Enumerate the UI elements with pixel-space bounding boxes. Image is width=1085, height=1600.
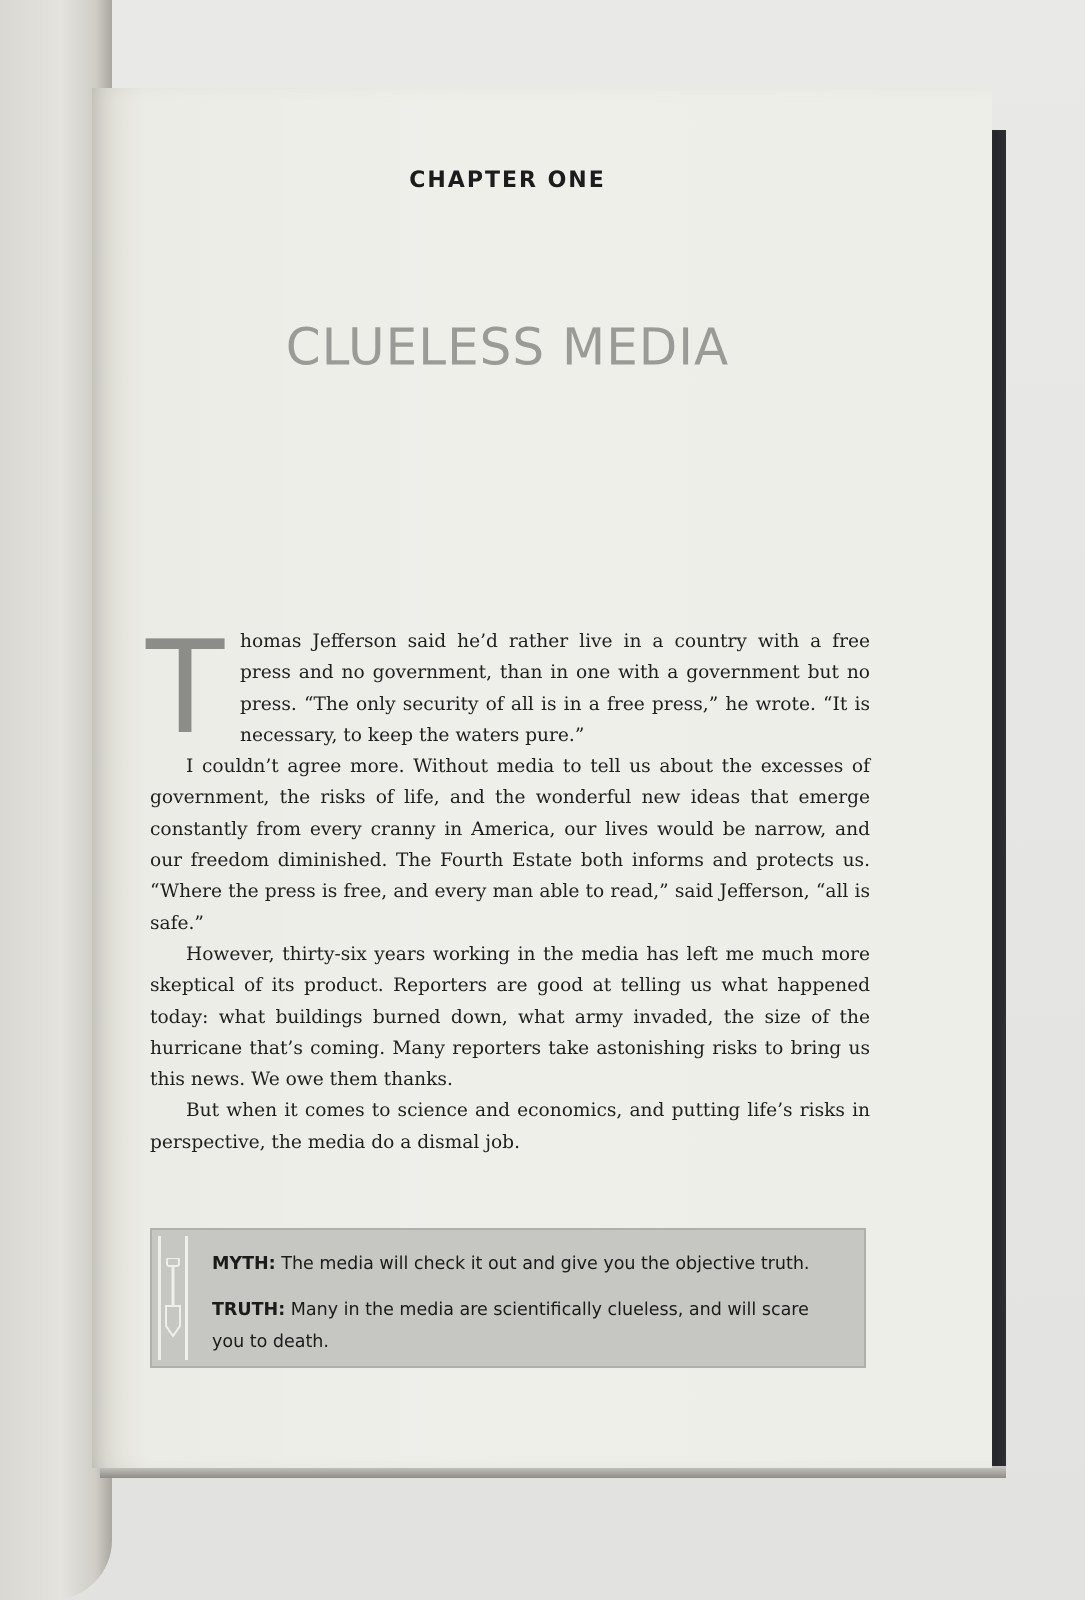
chapter-title: CLUELESS MEDIA	[285, 317, 730, 377]
truth-label: TRUTH:	[212, 1300, 286, 1320]
drop-cap: T	[146, 614, 225, 763]
paragraph-1: homas Jefferson said he’d rather live in a country with a free press and no government, than in one with a government but no press. “The only security of all is in a free press,” he wrote. “It is necessary, to keep the waters pure.”	[240, 631, 870, 746]
shovel-icon	[163, 1258, 183, 1338]
paragraph-4: But when it comes to science and economics, and putting life’s risks in perspective, the media do a dismal job.	[150, 1100, 870, 1153]
paragraph-2: I couldn’t agree more. Without media to tell us about the excesses of government, the risks of life, and the wonderful new ideas that emerge constantly from every cranny in America, our lives would be narrow, and our freedom diminished. The Fourth Estate both informs and protects us. “Where the press is free, and every man able to read,” said Jefferson, “all is safe.”	[150, 756, 870, 934]
chapter-label: CHAPTER ONE	[409, 168, 606, 193]
myth-line	[212, 1248, 842, 1280]
truth-text: Many in the media are scientifically clueless, and will scare you to death.	[212, 1300, 809, 1352]
chapter-body	[146, 614, 870, 1158]
callout-rail	[158, 1236, 188, 1360]
paragraph-3: However, thirty-six years working in the media has left me much more skeptical of its product. Reporters are good at telling us what happened today: what buildings burned down, what army invaded, the size of the hurricane that’s coming. Many reporters take astonishing risks to bring us this news. We owe them thanks.	[150, 943, 870, 1091]
truth-line	[212, 1294, 842, 1358]
myth-truth-callout	[150, 1228, 866, 1368]
myth-text: The media will check it out and give you the objective truth.	[281, 1254, 810, 1274]
myth-label: MYTH:	[212, 1254, 276, 1274]
